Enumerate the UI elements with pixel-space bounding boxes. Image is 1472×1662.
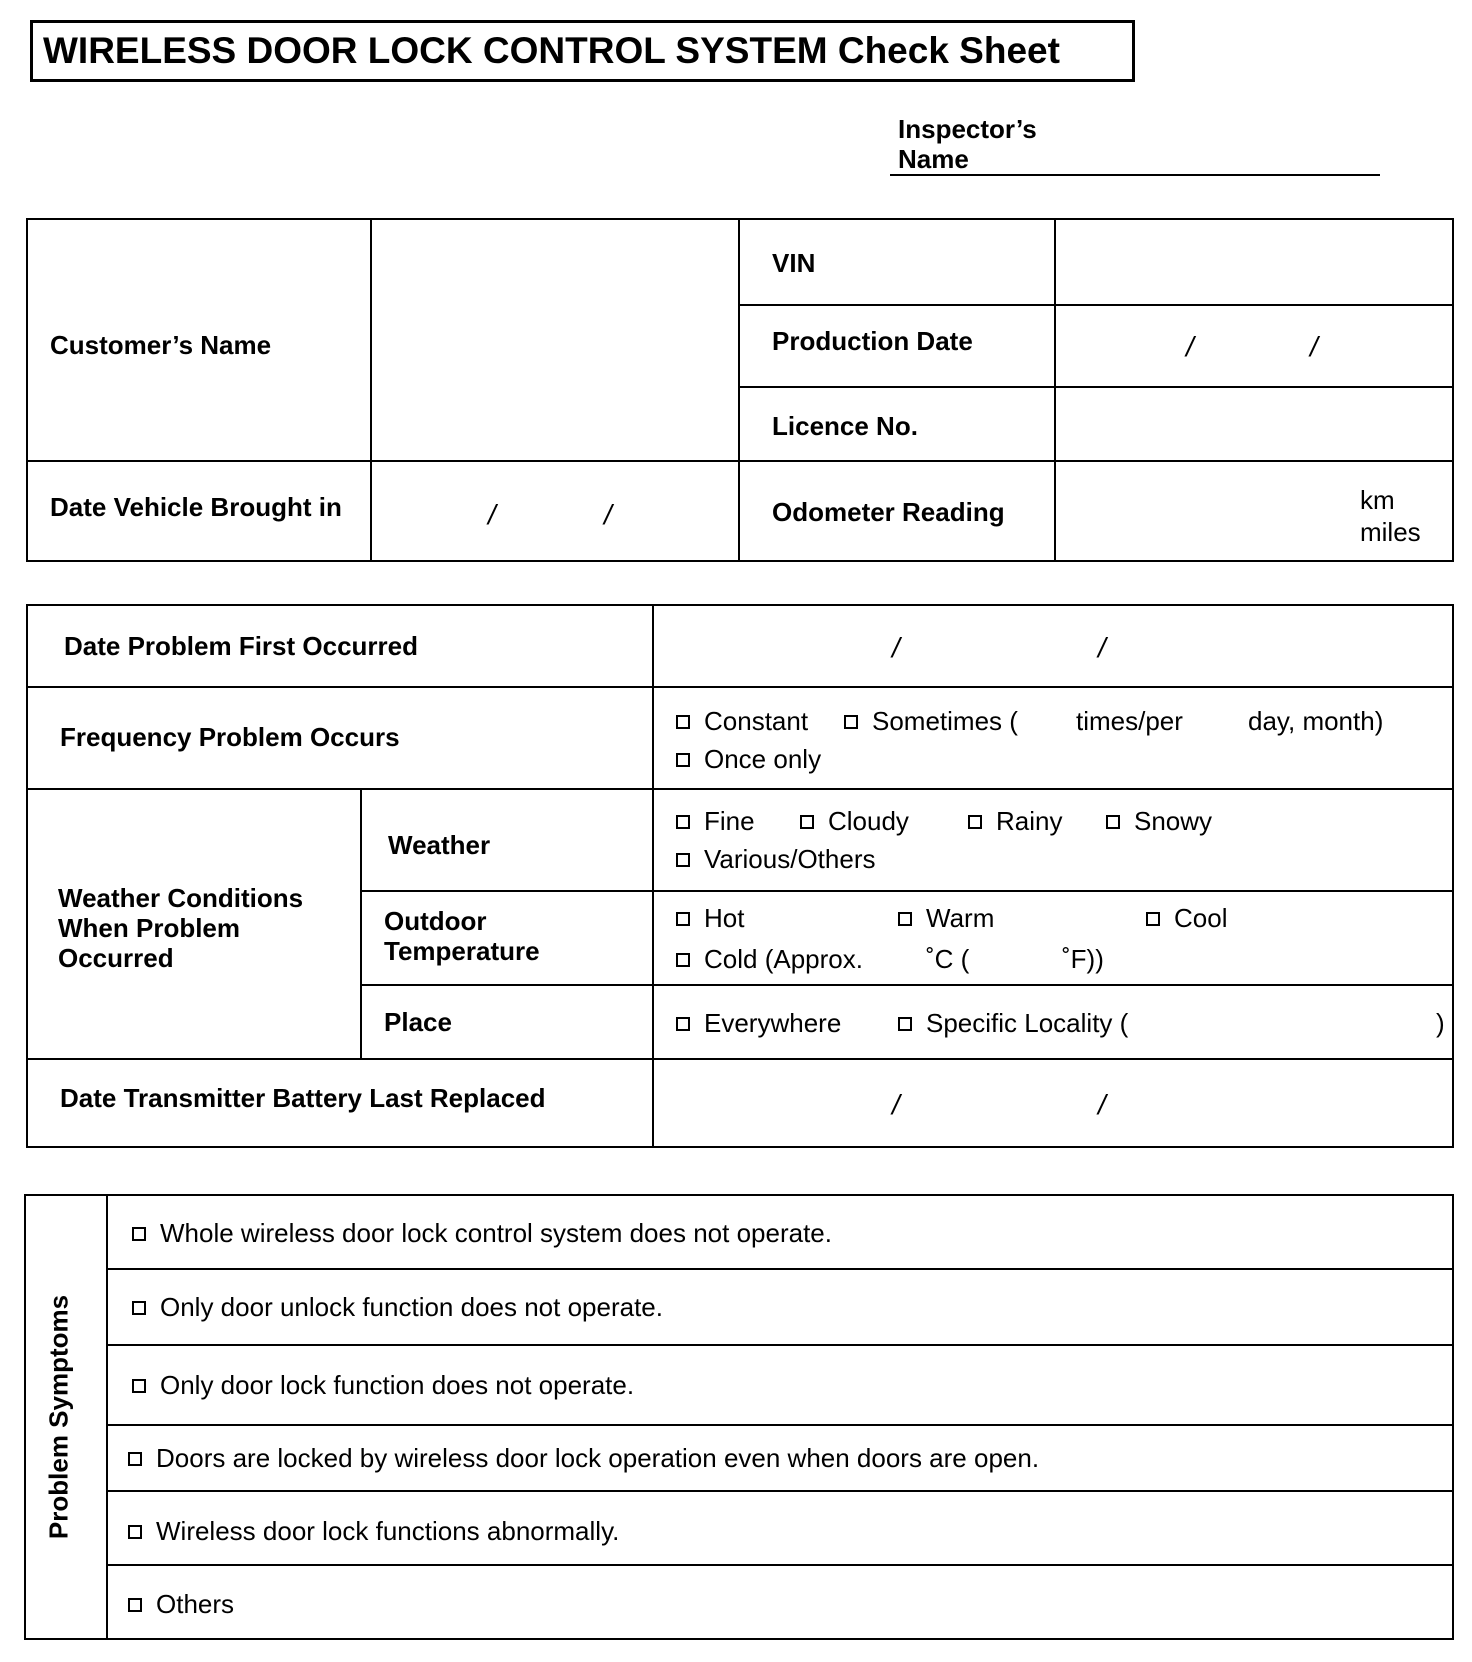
inspector-name-field[interactable] <box>890 174 1380 176</box>
temp-celsius-unit: ˚C ( <box>926 944 970 974</box>
checkbox-icon <box>128 1598 142 1612</box>
battery-replaced-label: Date Transmitter Battery Last Replaced <box>60 1083 546 1113</box>
checkbox-icon <box>676 853 690 867</box>
sheet-title: WIRELESS DOOR LOCK CONTROL SYSTEM Check Sheet <box>30 20 1135 82</box>
checkbox-icon <box>132 1379 146 1393</box>
symptom-item[interactable]: Only door lock function does not operate. <box>132 1370 634 1400</box>
checkbox-icon <box>676 815 690 829</box>
weather-snowy-option[interactable]: Snowy <box>1106 806 1212 836</box>
checkbox-icon <box>132 1301 146 1315</box>
checkbox-icon <box>676 715 690 729</box>
temp-cold-option[interactable]: Cold (Approx. <box>676 944 863 974</box>
checkbox-icon <box>898 912 912 926</box>
date-brought-in-label: Date Vehicle Brought in <box>50 492 342 522</box>
checkbox-icon <box>676 912 690 926</box>
weather-rainy-option[interactable]: Rainy <box>968 806 1062 836</box>
inspector-name-label: Inspector’s Name <box>898 114 1037 174</box>
production-date-slash-2: / <box>1310 331 1318 362</box>
freq-times-per: times/per <box>1076 706 1183 736</box>
symptom-item[interactable]: Others <box>128 1589 234 1619</box>
date-brought-in-slash-2: / <box>604 499 612 530</box>
symptom-item[interactable]: Doors are locked by wireless door lock operation even when doors are open. <box>128 1443 1039 1473</box>
licence-no-field[interactable] <box>1056 388 1452 458</box>
temp-hot-option[interactable]: Hot <box>676 903 744 933</box>
odometer-label: Odometer Reading <box>772 497 1005 527</box>
checkbox-icon <box>1146 912 1160 926</box>
temp-warm-option[interactable]: Warm <box>898 903 994 933</box>
checkbox-icon <box>132 1227 146 1241</box>
weather-various-option[interactable]: Various/Others <box>676 844 875 874</box>
customer-name-field[interactable] <box>372 220 736 458</box>
customer-name-label: Customer’s Name <box>50 330 272 360</box>
freq-constant-option[interactable]: Constant <box>676 706 808 736</box>
temp-fahrenheit-unit: ˚F)) <box>1062 944 1104 974</box>
outdoor-temperature-label: Outdoor Temperature <box>384 906 540 966</box>
frequency-label: Frequency Problem Occurs <box>60 722 400 752</box>
checkbox-icon <box>800 815 814 829</box>
vin-label: VIN <box>772 248 816 278</box>
checkbox-icon <box>1106 815 1120 829</box>
place-label: Place <box>384 1007 452 1037</box>
licence-no-label: Licence No. <box>772 411 918 441</box>
weather-cloudy-option[interactable]: Cloudy <box>800 806 909 836</box>
checkbox-icon <box>676 1017 690 1031</box>
freq-unit: day, month) <box>1248 706 1384 736</box>
place-everywhere-option[interactable]: Everywhere <box>676 1008 841 1038</box>
symptoms-table-border <box>24 1194 1454 1640</box>
checkbox-icon <box>968 815 982 829</box>
place-specific-option[interactable]: Specific Locality ( <box>898 1008 1128 1038</box>
km-unit: km <box>1360 485 1395 515</box>
checkbox-icon <box>844 715 858 729</box>
date-brought-in-slash-1: / <box>488 499 496 530</box>
freq-once-option[interactable]: Once only <box>676 744 821 774</box>
checkbox-icon <box>128 1525 142 1539</box>
miles-unit: miles <box>1360 517 1421 547</box>
freq-sometimes-option[interactable]: Sometimes ( <box>844 706 1018 736</box>
date-first-slash-1: / <box>892 632 900 663</box>
symptom-item[interactable]: Whole wireless door lock control system does not operate. <box>132 1218 832 1248</box>
production-date-label: Production Date <box>772 326 973 356</box>
checkbox-icon <box>898 1017 912 1031</box>
symptom-item[interactable]: Only door unlock function does not operate. <box>132 1292 663 1322</box>
battery-date-slash-2: / <box>1098 1089 1106 1120</box>
date-problem-first-label: Date Problem First Occurred <box>64 631 418 661</box>
date-first-slash-2: / <box>1098 632 1106 663</box>
weather-conditions-label: Weather Conditions When Problem Occurred <box>58 883 304 973</box>
weather-fine-option[interactable]: Fine <box>676 806 755 836</box>
battery-date-slash-1: / <box>892 1089 900 1120</box>
weather-label: Weather <box>388 830 491 860</box>
checkbox-icon <box>128 1452 142 1466</box>
checkbox-icon <box>676 953 690 967</box>
problem-symptoms-heading: Problem Symptoms <box>43 1294 74 1540</box>
symptom-item[interactable]: Wireless door lock functions abnormally. <box>128 1516 619 1546</box>
place-close-paren: ) <box>1436 1008 1445 1038</box>
checkbox-icon <box>676 753 690 767</box>
production-date-slash-1: / <box>1186 331 1194 362</box>
temp-cool-option[interactable]: Cool <box>1146 903 1227 933</box>
vin-field[interactable] <box>1056 220 1452 302</box>
